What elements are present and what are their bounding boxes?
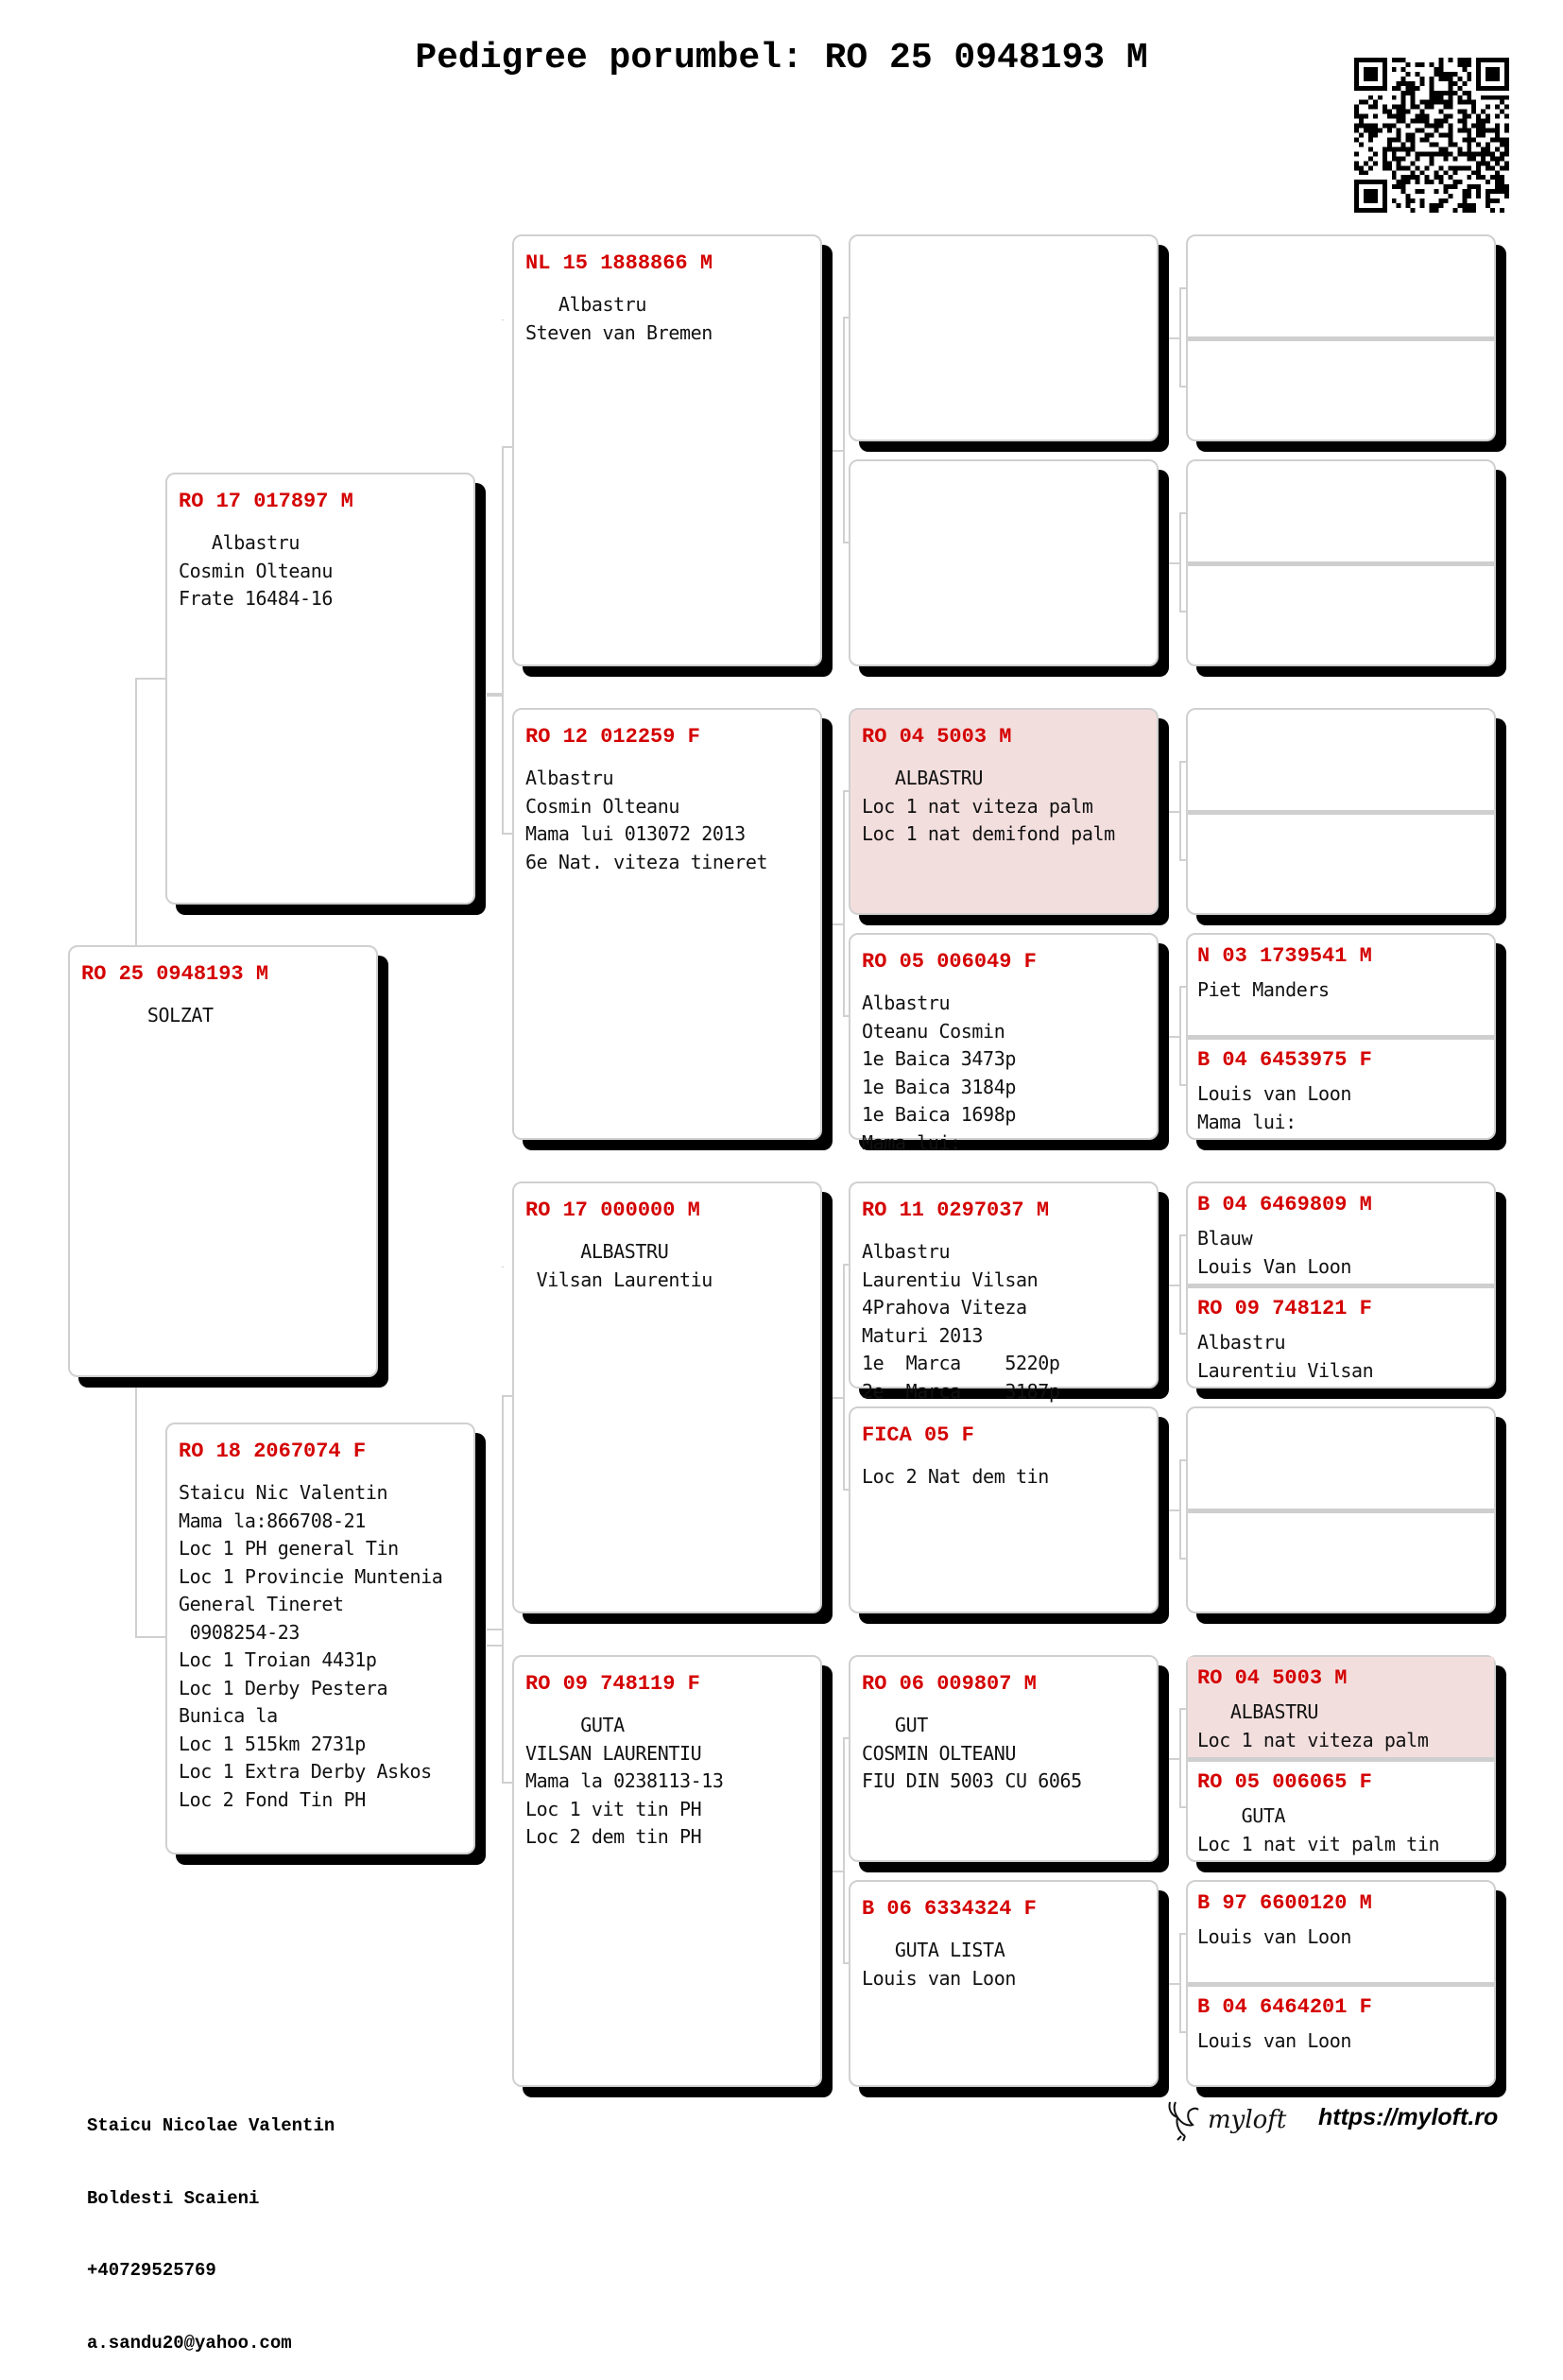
- great-grandsire[interactable]: [1188, 935, 1494, 1036]
- page-title: Pedigree porumbel: RO 25 0948193 M: [415, 38, 1148, 78]
- sire-card[interactable]: [165, 473, 475, 905]
- detail-line: ALBASTRU: [525, 1240, 669, 1263]
- great-grandparent-card[interactable]: [849, 708, 1159, 915]
- detail-line: Mama lui:: [862, 1130, 961, 1154]
- connector-line: [1179, 287, 1181, 388]
- breeder-email[interactable]: a.sandu20@yahoo.com: [87, 2332, 292, 2354]
- ring-number[interactable]: RO 04 5003 M: [862, 725, 1012, 749]
- detail-line: 4Prahova Viteza: [862, 1296, 1027, 1319]
- connector-line: [843, 1737, 845, 1964]
- card-details: [862, 1712, 1145, 1796]
- connector-line: [1179, 1806, 1186, 1808]
- connector-line: [135, 1636, 165, 1638]
- ring-number[interactable]: RO 25 0948193 M: [81, 962, 269, 986]
- connector-line: [1179, 611, 1186, 612]
- connector-line: [1179, 1558, 1186, 1560]
- pair-divider: [1188, 810, 1494, 815]
- detail-line: Loc 1 515km 2731p: [179, 1732, 366, 1755]
- detail-line: General Tineret: [179, 1593, 344, 1615]
- pair-divider: [1188, 1284, 1494, 1288]
- myloft-logo: [1164, 2096, 1286, 2144]
- ring-number[interactable]: RO 05 006065 F: [1197, 1770, 1372, 1794]
- great-grandparent-card[interactable]: [849, 1655, 1159, 1862]
- great-grandparent-card[interactable]: [849, 459, 1159, 666]
- card-details: [862, 765, 1145, 849]
- brand-name: myloft: [1208, 2106, 1287, 2134]
- connector-line: [1179, 512, 1186, 514]
- detail-line: Mama la 0238113-13: [525, 1769, 724, 1792]
- detail-line: 1e Baica 3473p: [862, 1047, 1016, 1070]
- detail-line: 0908254-23: [179, 1620, 301, 1644]
- ring-number[interactable]: B 04 6464201 F: [1197, 1995, 1372, 2019]
- breeder-name: Staicu Nicolae Valentin: [87, 2115, 335, 2136]
- detail-line: Albastru: [179, 531, 301, 554]
- detail-line: Albastru: [862, 992, 951, 1014]
- great-grandsire[interactable]: [1188, 461, 1494, 562]
- detail-line: Frate 16484-16: [179, 587, 333, 610]
- granddam-card[interactable]: [512, 708, 822, 1140]
- connector-line: [502, 446, 512, 448]
- detail-line: Albastru: [525, 293, 647, 316]
- great-grandparent-card[interactable]: [849, 234, 1159, 441]
- connector-line: [1179, 1333, 1186, 1335]
- detail-line: Loc 1 Provincie Muntenia: [179, 1564, 443, 1588]
- card-details: [1197, 1802, 1485, 1858]
- connector-line: [1179, 1459, 1181, 1560]
- card-details: [1197, 1225, 1485, 1281]
- pair-divider: [1188, 1982, 1494, 1987]
- connector-line: [1179, 386, 1186, 388]
- grandsire-card[interactable]: [512, 234, 822, 666]
- ring-number[interactable]: B 97 6600120 M: [1197, 1891, 1372, 1915]
- breeder-location: Boldesti Scaieni: [87, 2187, 260, 2209]
- connector-line: [502, 1782, 512, 1784]
- ring-number[interactable]: NL 15 1888866 M: [525, 251, 713, 275]
- detail-line: 1e Baica 3184p: [862, 1075, 1016, 1098]
- grandsire-card[interactable]: [512, 1181, 822, 1613]
- connector-line: [502, 1267, 504, 1268]
- connector-line: [502, 446, 504, 835]
- great-grandparent-pair-card: [1186, 933, 1496, 1140]
- ring-number[interactable]: B 04 6469809 M: [1197, 1193, 1372, 1216]
- ring-number[interactable]: RO 12 012259 F: [525, 725, 700, 749]
- great-grandparent-pair-card: [1186, 1181, 1496, 1388]
- dam-card[interactable]: [165, 1423, 475, 1854]
- detail-line: COSMIN OLTEANU: [862, 1741, 1016, 1765]
- connector-line: [135, 678, 137, 945]
- connector-line: [1179, 287, 1186, 289]
- subject-pigeon-card[interactable]: [68, 945, 378, 1377]
- great-grandsire[interactable]: [1188, 1657, 1494, 1758]
- great-grandparent-pair-card: [1186, 234, 1496, 441]
- detail-line: Loc 1 vit tin PH: [525, 1797, 702, 1820]
- detail-line: Louis van Loon: [862, 1966, 1016, 1990]
- detail-line: GUTA: [1197, 1804, 1286, 1827]
- connector-line: [1179, 761, 1186, 763]
- detail-line: Loc 1 PH general Tin: [179, 1537, 399, 1560]
- great-granddam[interactable]: [1188, 814, 1494, 913]
- connector-line: [502, 1395, 504, 1784]
- card-details: [1197, 2027, 1485, 2056]
- detail-line: Steven van Bremen: [525, 320, 713, 344]
- detail-line: Albastru: [862, 1240, 951, 1263]
- connector-line: [502, 319, 504, 320]
- ring-number[interactable]: B 04 6453975 F: [1197, 1048, 1372, 1072]
- connector-line: [487, 693, 503, 695]
- detail-line: Louis Van Loon: [1197, 1254, 1351, 1278]
- connector-line: [1179, 1084, 1186, 1086]
- detail-line: Blauw: [1197, 1227, 1253, 1250]
- detail-line: Maturi 2013: [862, 1323, 984, 1347]
- detail-line: VILSAN LAURENTIU: [525, 1741, 702, 1765]
- connector-line: [1179, 1708, 1186, 1710]
- card-details: [1197, 976, 1485, 1005]
- detail-line: Loc 1 nat viteza palm: [1197, 1728, 1429, 1751]
- breeder-info: [87, 2066, 335, 2380]
- qr-code-icon: [1354, 57, 1509, 214]
- breeder-phone: +40729525769: [87, 2260, 216, 2281]
- detail-line: Loc 1 nat demifond palm: [862, 822, 1115, 845]
- detail-line: SOLZAT: [81, 1004, 214, 1026]
- card-details: [179, 1479, 462, 1814]
- detail-line: Mama lui 013072 2013: [525, 822, 746, 845]
- detail-line: FIU DIN 5003 CU 6065: [862, 1769, 1082, 1792]
- great-granddam[interactable]: [1188, 565, 1494, 664]
- ring-number[interactable]: RO 11 0297037 M: [862, 1199, 1050, 1222]
- ring-number[interactable]: RO 05 006049 F: [862, 950, 1037, 974]
- detail-line: Laurentiu Vilsan: [1197, 1358, 1374, 1382]
- website-link[interactable]: https://myloft.ro: [1318, 2104, 1499, 2130]
- card-details: [525, 1238, 809, 1294]
- connector-line: [1179, 512, 1181, 612]
- granddam-card[interactable]: [512, 1655, 822, 2087]
- connector-line: [487, 1645, 503, 1647]
- detail-line: GUT: [862, 1714, 928, 1736]
- connector-line: [487, 695, 503, 697]
- ring-number[interactable]: B 06 6334324 F: [862, 1897, 1037, 1921]
- card-details: [1197, 1699, 1485, 1754]
- detail-line: Mama lui:: [1197, 1110, 1297, 1133]
- ring-number[interactable]: FICA 05 F: [862, 1423, 974, 1447]
- detail-line: Louis van Loon: [1197, 2029, 1351, 2052]
- ring-number[interactable]: RO 09 748121 F: [1197, 1297, 1372, 1320]
- connector-line: [1179, 1708, 1181, 1808]
- ring-number[interactable]: RO 09 748119 F: [525, 1672, 700, 1696]
- great-granddam[interactable]: [1188, 1512, 1494, 1612]
- connector-line: [135, 1387, 137, 1637]
- great-grandparent-card[interactable]: [849, 933, 1159, 1154]
- card-details: [525, 291, 809, 347]
- ring-number[interactable]: RO 04 5003 M: [1197, 1666, 1348, 1690]
- detail-line: Louis van Loon: [1197, 1925, 1351, 1948]
- connector-line: [1179, 1234, 1181, 1335]
- connector-line: [1179, 986, 1181, 1086]
- great-granddam[interactable]: [1188, 1761, 1494, 1860]
- connector-line: [1179, 1933, 1186, 1935]
- great-grandparent-card[interactable]: [849, 1181, 1159, 1403]
- connector-line: [1179, 1459, 1186, 1461]
- ring-number[interactable]: RO 17 017897 M: [179, 490, 353, 513]
- great-granddam[interactable]: [1188, 1287, 1494, 1387]
- detail-line: Staicu Nic Valentin: [179, 1481, 388, 1504]
- card-details: [862, 1238, 1145, 1406]
- pigeon-logo-icon: [1164, 2098, 1202, 2142]
- great-grandparent-pair-card: [1186, 459, 1496, 666]
- detail-line: 2e Marca 3187p: [862, 1379, 1060, 1403]
- detail-line: 1e Baica 1698p: [862, 1103, 1016, 1126]
- detail-line: GUTA: [525, 1714, 625, 1736]
- ring-number[interactable]: RO 17 000000 M: [525, 1199, 700, 1222]
- connector-line: [1179, 859, 1186, 861]
- pair-divider: [1188, 1509, 1494, 1513]
- detail-line: Loc 1 Troian 4431p: [179, 1648, 377, 1671]
- connector-line: [843, 317, 845, 543]
- card-details: [525, 765, 809, 876]
- great-granddam[interactable]: [1188, 340, 1494, 440]
- detail-line: Mama la:866708-21: [179, 1509, 366, 1532]
- detail-line: GUTA LISTA: [862, 1939, 1005, 1961]
- great-grandparent-pair-card: [1186, 1880, 1496, 2087]
- detail-line: Oteanu Cosmin: [862, 1019, 1005, 1043]
- detail-line: Bunica la: [179, 1704, 278, 1727]
- card-details: [1197, 1923, 1485, 1952]
- pair-divider: [1188, 336, 1494, 341]
- detail-line: 6e Nat. viteza tineret: [525, 850, 768, 873]
- detail-line: 1e Marca 5220p: [862, 1352, 1060, 1374]
- connector-line: [487, 1629, 503, 1630]
- great-grandsire[interactable]: [1188, 1408, 1494, 1509]
- connector-line: [843, 790, 845, 1017]
- great-granddam[interactable]: [1188, 1039, 1494, 1138]
- card-details: [525, 1712, 809, 1852]
- pair-divider: [1188, 1757, 1494, 1762]
- detail-line: Cosmin Olteanu: [525, 794, 679, 818]
- great-grandparent-pair-card: [1186, 1406, 1496, 1613]
- connector-line: [843, 1264, 845, 1491]
- ring-number[interactable]: N 03 1739541 M: [1197, 944, 1372, 968]
- card-details: [862, 1463, 1145, 1492]
- detail-line: ALBASTRU: [1197, 1700, 1319, 1723]
- connector-line: [1179, 1933, 1181, 2033]
- detail-line: Cosmin Olteanu: [179, 559, 333, 582]
- ring-number[interactable]: RO 18 2067074 F: [179, 1440, 367, 1463]
- great-grandsire[interactable]: [1188, 710, 1494, 811]
- great-grandparent-pair-card: [1186, 1655, 1496, 1862]
- great-grandsire[interactable]: [1188, 236, 1494, 337]
- connector-line: [502, 833, 512, 835]
- great-grandparent-card[interactable]: [849, 1406, 1159, 1613]
- card-details: [1197, 1080, 1485, 1136]
- detail-line: Loc 2 dem tin PH: [525, 1825, 702, 1848]
- great-grandsire[interactable]: [1188, 1183, 1494, 1285]
- connector-line: [1179, 986, 1186, 988]
- detail-line: Albastru: [525, 767, 614, 789]
- great-grandparent-card[interactable]: [849, 1880, 1159, 2087]
- card-details: [862, 1937, 1145, 1992]
- connector-line: [1179, 1234, 1186, 1236]
- detail-line: Laurentiu Vilsan: [862, 1268, 1039, 1291]
- detail-line: Louis van Loon: [1197, 1082, 1351, 1105]
- connector-line: [1179, 761, 1181, 861]
- detail-line: Loc 2 Nat dem tin: [862, 1465, 1049, 1488]
- detail-line: Loc 1 nat viteza palm: [862, 794, 1093, 818]
- great-grandparent-pair-card: [1186, 708, 1496, 915]
- detail-line: Albastru: [1197, 1331, 1286, 1354]
- great-granddam[interactable]: [1188, 1986, 1494, 2085]
- detail-line: Vilsan Laurentiu: [525, 1268, 713, 1291]
- detail-line: Loc 2 Fond Tin PH: [179, 1787, 366, 1811]
- detail-line: ALBASTRU: [862, 767, 984, 789]
- ring-number[interactable]: RO 06 009807 M: [862, 1672, 1037, 1696]
- pair-divider: [1188, 561, 1494, 566]
- detail-line: Loc 1 Extra Derby Askos: [179, 1760, 432, 1783]
- connector-line: [135, 678, 165, 680]
- great-grandsire[interactable]: [1188, 1882, 1494, 1983]
- card-details: [179, 529, 462, 613]
- card-details: [81, 1002, 365, 1030]
- connector-line: [502, 1395, 512, 1397]
- detail-line: Loc 1 Derby Pestera: [179, 1676, 388, 1699]
- detail-line: Piet Manders: [1197, 978, 1330, 1001]
- detail-line: Loc 1 nat vit palm tin: [1197, 1832, 1440, 1855]
- card-details: [862, 990, 1145, 1157]
- pair-divider: [1188, 1035, 1494, 1040]
- connector-line: [1179, 2031, 1186, 2033]
- card-details: [1197, 1329, 1485, 1385]
